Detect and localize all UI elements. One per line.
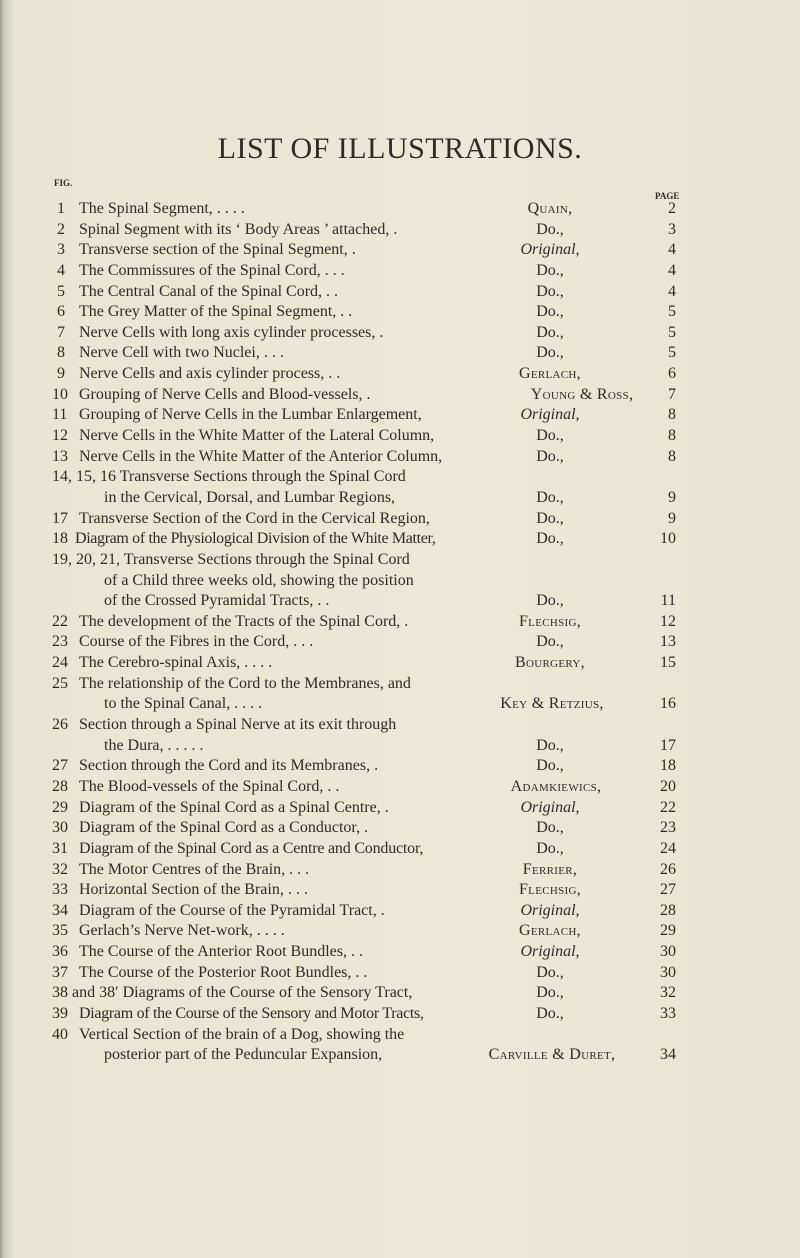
fig-number: 32 [52, 860, 68, 878]
fig-source: Flechsig, [518, 881, 582, 899]
list-item [0, 818, 800, 839]
fig-page: 24 [660, 839, 676, 857]
fig-source: Ferrier, [522, 860, 578, 878]
fig-description: Diagram of the Spinal Cord as a Centre and Conductor, [79, 839, 424, 857]
list-item [0, 921, 800, 942]
fig-page: 30 [660, 963, 676, 981]
list-item [0, 860, 800, 881]
fig-description: The Course of the Anterior Root Bundles, . . [79, 943, 363, 961]
fig-page: 9 [668, 509, 676, 527]
fig-description: Diagram of the Spinal Cord as a Spinal Centre, . [79, 798, 389, 816]
fig-number: 31 [52, 839, 68, 857]
fig-source: Adamkiewics, [510, 777, 602, 795]
fig-source: Carville & Duret, [488, 1046, 616, 1064]
fig-description: Spinal Segment with its ‘ Body Areas ’ attached, . [79, 220, 398, 238]
fig-source: Do., [536, 1004, 564, 1022]
fig-source: Key & Retzius, [500, 695, 604, 713]
fig-source: Do., [536, 963, 564, 981]
fig-description: Section through a Spinal Nerve at its exit through [79, 716, 397, 734]
list-item [0, 880, 800, 901]
fig-source: Do., [536, 303, 564, 321]
fig-source: Gerlach, [519, 365, 581, 383]
fig-number: 13 [52, 447, 68, 465]
fig-number: 22 [52, 612, 68, 630]
fig-description: 14, 15, 16 Transverse Sections through the Spinal Cord [52, 468, 406, 486]
fig-description: The development of the Tracts of the Spinal Cord, . [79, 612, 409, 630]
fig-number: 30 [52, 819, 68, 837]
fig-source: Do., [536, 323, 564, 341]
fig-source: Gerlach, [519, 922, 581, 940]
fig-page: 4 [668, 282, 676, 300]
list-item [0, 942, 800, 963]
fig-source: Do., [536, 592, 564, 610]
fig-page: 17 [660, 736, 676, 754]
list-item [0, 385, 800, 406]
fig-page: 5 [668, 323, 676, 341]
list-item [0, 1045, 800, 1066]
list-item [0, 220, 800, 241]
fig-page: 2 [668, 200, 676, 217]
fig-number: 25 [52, 674, 68, 692]
fig-description: The Blood-vessels of the Spinal Cord, . . [79, 777, 340, 795]
fig-number: 12 [52, 427, 68, 445]
fig-source: Do., [536, 282, 564, 300]
fig-description: The Course of the Posterior Root Bundles, . . [79, 963, 368, 981]
fig-source: Young & Ross, [530, 385, 634, 403]
fig-description: Grouping of Nerve Cells and Blood-vessels, . [79, 385, 371, 403]
list-item [0, 405, 800, 426]
list-item [0, 467, 800, 488]
list-item [0, 901, 800, 922]
fig-page: 16 [660, 695, 676, 713]
list-item [0, 963, 800, 984]
fig-page: 8 [668, 447, 676, 465]
fig-description: Nerve Cells with long axis cylinder processes, . [79, 323, 384, 341]
list-item [0, 426, 800, 447]
list-item [0, 447, 800, 468]
fig-number: 11 [52, 406, 68, 424]
fig-description: Nerve Cells in the White Matter of the Lateral Column, [79, 427, 435, 445]
fig-source: Do., [536, 819, 564, 837]
fig-description: The Commissures of the Spinal Cord, . . . [79, 261, 345, 279]
fig-page: 8 [668, 406, 676, 424]
fig-page: 11 [660, 592, 676, 610]
list-item [0, 571, 800, 592]
fig-source: Do., [536, 633, 564, 651]
fig-description: Diagram of the Course of the Sensory and Motor Tracts, [79, 1004, 424, 1022]
page-column-header: PAGE [655, 191, 680, 201]
fig-description: The relationship of the Cord to the Membranes, and [79, 674, 411, 692]
fig-page: 4 [668, 261, 676, 279]
fig-description: Nerve Cell with two Nuclei, . . . [79, 344, 284, 362]
fig-source: Do., [536, 344, 564, 362]
fig-number: 23 [52, 633, 68, 651]
fig-number: 17 [52, 509, 68, 527]
fig-source: Do., [536, 509, 564, 527]
fig-page: 32 [660, 984, 676, 1002]
fig-description: Transverse Section of the Cord in the Cervical Region, [79, 509, 430, 527]
fig-page: 9 [668, 488, 676, 506]
list-item [0, 756, 800, 777]
fig-number: 10 [52, 385, 68, 403]
fig-page: 22 [660, 798, 676, 816]
list-item [0, 1004, 800, 1025]
illustrations-list [0, 199, 800, 1066]
fig-source: Do., [536, 220, 564, 238]
fig-description: to the Spinal Canal, . . . . [104, 695, 263, 713]
list-item [0, 715, 800, 736]
fig-source: Original, [520, 406, 580, 424]
fig-number: 33 [52, 881, 68, 899]
fig-page: 28 [660, 901, 676, 919]
fig-source: Quain, [527, 200, 573, 217]
fig-source: Do., [536, 261, 564, 279]
fig-description: Diagram of the Physiological Division of the White Matter, [75, 530, 436, 548]
fig-page: 20 [660, 777, 676, 795]
fig-source: Bourgery, [515, 654, 585, 672]
fig-description: Nerve Cells and axis cylinder process, . . [79, 365, 341, 383]
list-item [0, 509, 800, 530]
list-item [0, 302, 800, 323]
fig-number: 18 [52, 530, 68, 548]
page-title: LIST OF ILLUSTRATIONS. [217, 132, 583, 165]
fig-column-header: FIG. [54, 178, 73, 188]
fig-description: The Cerebro-spinal Axis, . . . . [79, 654, 273, 672]
fig-description: Gerlach’s Nerve Net-work, . . . . [79, 922, 285, 940]
list-item [0, 488, 800, 509]
fig-description: in the Cervical, Dorsal, and Lumbar Regions, [104, 488, 396, 506]
fig-description: The Spinal Segment, . . . . [79, 200, 245, 217]
list-item [0, 591, 800, 612]
fig-page: 4 [668, 241, 676, 259]
fig-source: Original, [520, 798, 580, 816]
fig-number: 27 [52, 757, 68, 775]
fig-page: 23 [660, 819, 676, 837]
fig-description: The Motor Centres of the Brain, . . . [79, 860, 310, 878]
fig-number: 6 [57, 303, 65, 321]
fig-source: Do., [536, 488, 564, 506]
fig-page: 29 [660, 922, 676, 940]
fig-number: 26 [52, 716, 68, 734]
list-item [0, 983, 800, 1004]
fig-number: 40 [52, 1025, 68, 1043]
fig-number: 39 [52, 1004, 68, 1022]
fig-number: 35 [52, 922, 68, 940]
fig-page: 27 [660, 881, 676, 899]
fig-number: 4 [57, 261, 65, 279]
fig-number: 37 [52, 963, 68, 981]
fig-source: Original, [520, 241, 580, 259]
list-item [0, 1025, 800, 1046]
list-item [0, 694, 800, 715]
list-item [0, 550, 800, 571]
fig-source: Do., [536, 427, 564, 445]
fig-source: Flechsig, [518, 612, 582, 630]
fig-description: of a Child three weeks old, showing the position [104, 571, 414, 589]
fig-number: 29 [52, 798, 68, 816]
list-item [0, 323, 800, 344]
list-item [0, 364, 800, 385]
list-item [0, 653, 800, 674]
fig-page: 8 [668, 427, 676, 445]
fig-source: Original, [520, 901, 580, 919]
list-item [0, 529, 800, 550]
fig-page: 5 [668, 344, 676, 362]
list-item [0, 261, 800, 282]
fig-description: the Dura, . . . . . [104, 736, 204, 754]
fig-number: 34 [52, 901, 68, 919]
fig-description: Horizontal Section of the Brain, . . . [79, 881, 308, 899]
fig-source: Original, [520, 943, 580, 961]
fig-number: 36 [52, 943, 68, 961]
list-item [0, 798, 800, 819]
fig-number: 8 [57, 344, 65, 362]
fig-description: Section through the Cord and its Membranes, . [79, 757, 379, 775]
fig-page: 18 [660, 757, 676, 775]
fig-description: 19, 20, 21, Transverse Sections through the Spinal Cord [52, 550, 410, 568]
fig-description: Transverse section of the Spinal Segment, . [79, 241, 356, 259]
list-item [0, 777, 800, 798]
list-item [0, 343, 800, 364]
list-item [0, 612, 800, 633]
fig-page: 13 [660, 633, 676, 651]
fig-description: Nerve Cells in the White Matter of the Anterior Column, [79, 447, 443, 465]
fig-number: 2 [57, 220, 65, 238]
fig-page: 15 [660, 654, 676, 672]
fig-source: Do., [536, 839, 564, 857]
list-item [0, 240, 800, 261]
list-item [0, 632, 800, 653]
fig-description: Diagram of the Spinal Cord as a Conductor, . [79, 819, 369, 837]
fig-description: of the Crossed Pyramidal Tracts, . . [104, 592, 330, 610]
fig-description: Grouping of Nerve Cells in the Lumbar Enlargement, [79, 406, 422, 424]
fig-page: 34 [660, 1046, 676, 1064]
fig-page: 30 [660, 943, 676, 961]
fig-page: 33 [660, 1004, 676, 1022]
fig-description: Diagram of the Course of the Pyramidal Tract, . [79, 901, 385, 919]
list-item [0, 839, 800, 860]
fig-page: 10 [660, 530, 676, 548]
list-item [0, 736, 800, 757]
list-item [0, 199, 800, 220]
fig-source: Do., [536, 984, 564, 1002]
fig-number: 7 [57, 323, 65, 341]
fig-description: The Central Canal of the Spinal Cord, . . [79, 282, 339, 300]
fig-page: 5 [668, 303, 676, 321]
fig-number: 1 [57, 200, 65, 217]
fig-number: 24 [52, 654, 68, 672]
fig-page: 6 [668, 365, 676, 383]
fig-source: Do., [536, 757, 564, 775]
fig-page: 3 [668, 220, 676, 238]
fig-description: The Grey Matter of the Spinal Segment, . . [79, 303, 353, 321]
list-item [0, 282, 800, 303]
fig-number: 3 [57, 241, 65, 259]
fig-number: 9 [57, 365, 65, 383]
fig-description: posterior part of the Peduncular Expansion, [104, 1046, 383, 1064]
list-item [0, 674, 800, 695]
fig-source: Do., [536, 447, 564, 465]
fig-description: Course of the Fibres in the Cord, . . . [79, 633, 314, 651]
fig-description: 38 and 38′ Diagrams of the Course of the Sensory Tract, [52, 984, 413, 1002]
fig-page: 26 [660, 860, 676, 878]
fig-source: Do., [536, 736, 564, 754]
fig-description: Vertical Section of the brain of a Dog, showing the [79, 1025, 405, 1043]
fig-page: 7 [668, 385, 676, 403]
fig-source: Do., [536, 530, 564, 548]
fig-number: 5 [57, 282, 65, 300]
fig-number: 28 [52, 777, 68, 795]
fig-page: 12 [660, 612, 676, 630]
